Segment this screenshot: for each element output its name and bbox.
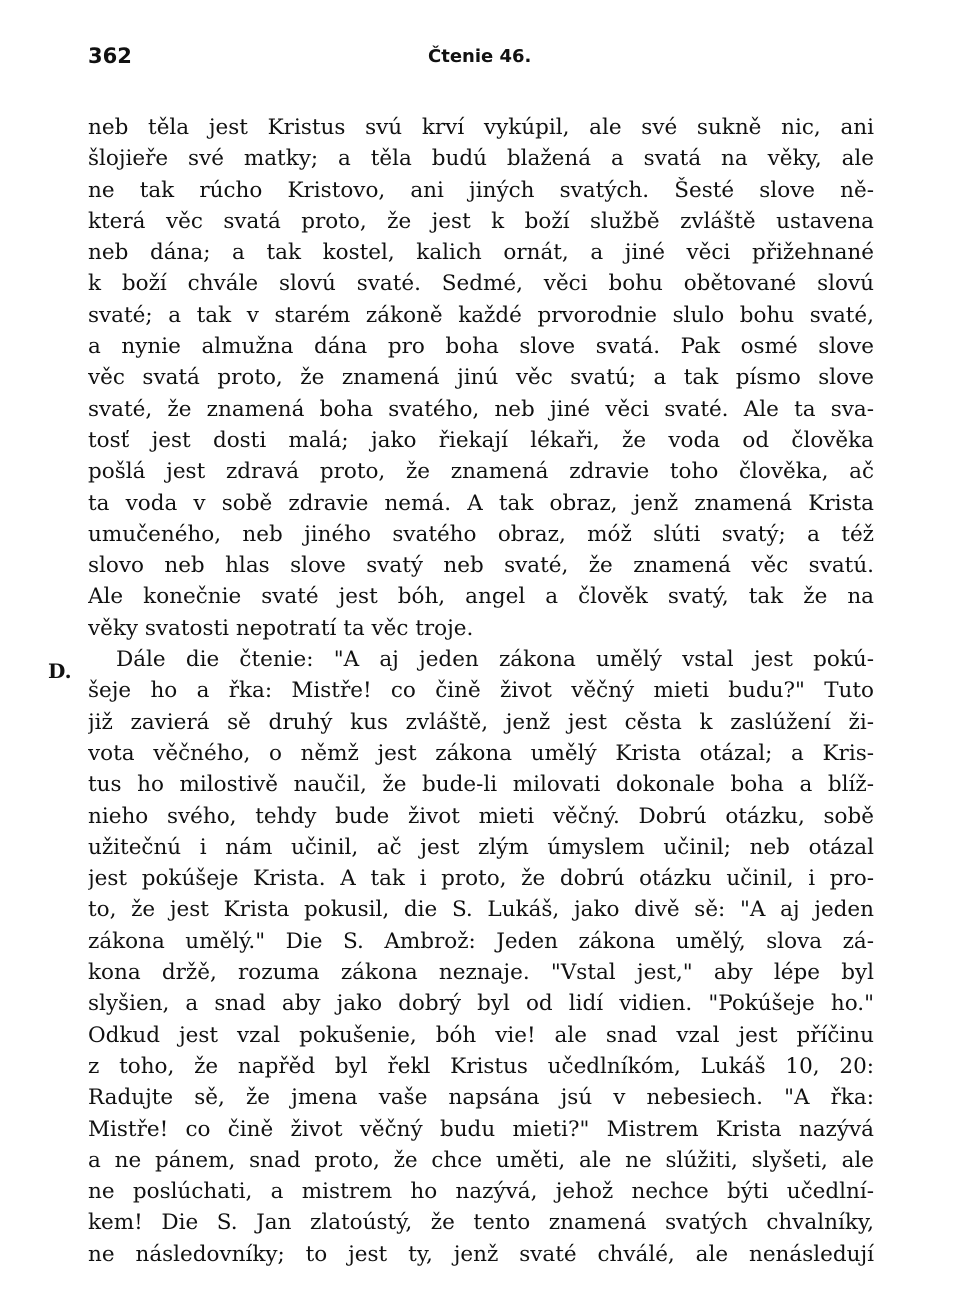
body-text	[88, 112, 874, 1270]
paragraph-end-line: věky svatosti nepotratí ta věc troje.	[88, 615, 474, 641]
text-line: ne tak rúcho Kristovo, ani jiných svatých. Šesté slove ně-	[88, 177, 874, 203]
paragraph-start-line: Dále die čtenie: "A aj jeden zákona umělý vstal jest pokú-	[116, 647, 874, 673]
page-number: 362	[88, 44, 132, 68]
text-line: Ale konečnie svaté jest bóh, angel a člověk svatý, tak že na	[88, 584, 874, 610]
text-line: svaté; a tak v starém zákoně každé prvorodnie slulo bohu svaté,	[88, 302, 874, 328]
text-line: nieho svého, tehdy bude život mieti věčný. Dobrú otázku, sobě	[88, 803, 874, 829]
text-line: a nynie almužna dána pro boha slove svatá. Pak osmé slove	[88, 334, 874, 360]
text-line: neb dána; a tak kostel, kalich ornát, a jiné věci přižehnané	[88, 240, 874, 266]
text-line: ne poslúchati, a mistrem ho nazývá, jehož nechce býti učedlní-	[88, 1179, 874, 1205]
text-line: jest pokúšeje Krista. A tak i proto, že dobrú otázku učinil, i pro-	[88, 866, 874, 892]
text-line: ta voda v sobě zdravie nemá. A tak obraz, jenž znamená Krista	[88, 490, 874, 516]
text-line: zákona umělý." Die S. Ambrož: Jeden zákona umělý, slova zá-	[88, 928, 874, 954]
text-line: slyšien, a snad aby jako dobrý byl od lidí vidien. "Pokúšeje ho."	[88, 991, 874, 1017]
text-line: a ne pánem, snad proto, že chce uměti, ale ne slúžiti, slyšeti, ale	[88, 1147, 874, 1173]
text-line: pošlá jest zdravá proto, že znamená zdravie toho člověka, ač	[88, 459, 874, 485]
text-line: tosť jest dosti malá; jako řiekají lékaři, že voda od člověka	[88, 427, 874, 453]
margin-note: D.	[48, 659, 72, 683]
page-header	[88, 44, 874, 76]
text-line: vota věčného, o němž jest zákona umělý Krista otázal; a Kris-	[88, 740, 874, 766]
text-line: užitečnú i nám učinil, ač jest zlým úmyslem učinil; neb otázal	[88, 834, 874, 860]
text-line: to, že jest Krista pokusil, die S. Lukáš, jako divě sě: "A aj jeden	[88, 897, 874, 923]
text-line: Radujte sě, že jmena vaše napsána jsú v nebesiech. "A řka:	[88, 1085, 874, 1111]
text-line: neb těla jest Kristus svú krví vykúpil, ale své sukně nic, ani	[88, 115, 874, 140]
text-line: Mistře! co čině život věčný budu mieti?" Mistrem Krista nazývá	[88, 1116, 874, 1142]
text-line: kem! Die S. Jan zlatoústý, že tento znamená svatých chvalníky,	[88, 1210, 874, 1236]
text-line: šeje ho a řka: Mistře! co čině život věčný mieti budu?" Tuto	[88, 678, 874, 704]
text-line: umučeného, neb jiného svatého obraz, móž slúti svatý; a též	[88, 521, 874, 547]
text-line: věc svatá proto, že znamená jinú věc svatú; a tak písmo slove	[88, 365, 874, 391]
text-line: slovo neb hlas slove svatý neb svaté, že znamená věc svatú.	[88, 553, 874, 579]
text-line: svaté, že znamená boha svatého, neb jiné věci svaté. Ale ta sva-	[88, 396, 874, 422]
text-line: ne následovníky; to jest ty, jenž svaté chválé, ale nenásledují	[88, 1241, 874, 1267]
text-line: tus ho milostivě naučil, že bude-li milovati dokonale boha a blíž-	[88, 772, 874, 798]
text-line: již zavierá sě druhý kus zvláště, jenž jest cěsta k zaslúžení ži-	[88, 709, 874, 735]
text-line: k boží chvále slovú svaté. Sedmé, věci bohu obětované slovú	[88, 271, 874, 297]
text-line: šlojieře své matky; a těla budú blažená a svatá na věky, ale	[88, 146, 874, 172]
text-line: kona držě, rozuma zákona neznaje. "Vstal jest," aby lépe byl	[88, 960, 874, 986]
running-head: Čtenie 46.	[428, 46, 532, 67]
text-line: Odkud jest vzal pokušenie, bóh vie! ale snad vzal jest příčinu	[88, 1022, 874, 1048]
text-line: z toho, že napřěd byl řekl Kristus učedlníkóm, Lukáš 10, 20:	[88, 1053, 874, 1079]
text-line: která věc svatá proto, že jest k boží službě zvláště ustavena	[88, 208, 874, 234]
